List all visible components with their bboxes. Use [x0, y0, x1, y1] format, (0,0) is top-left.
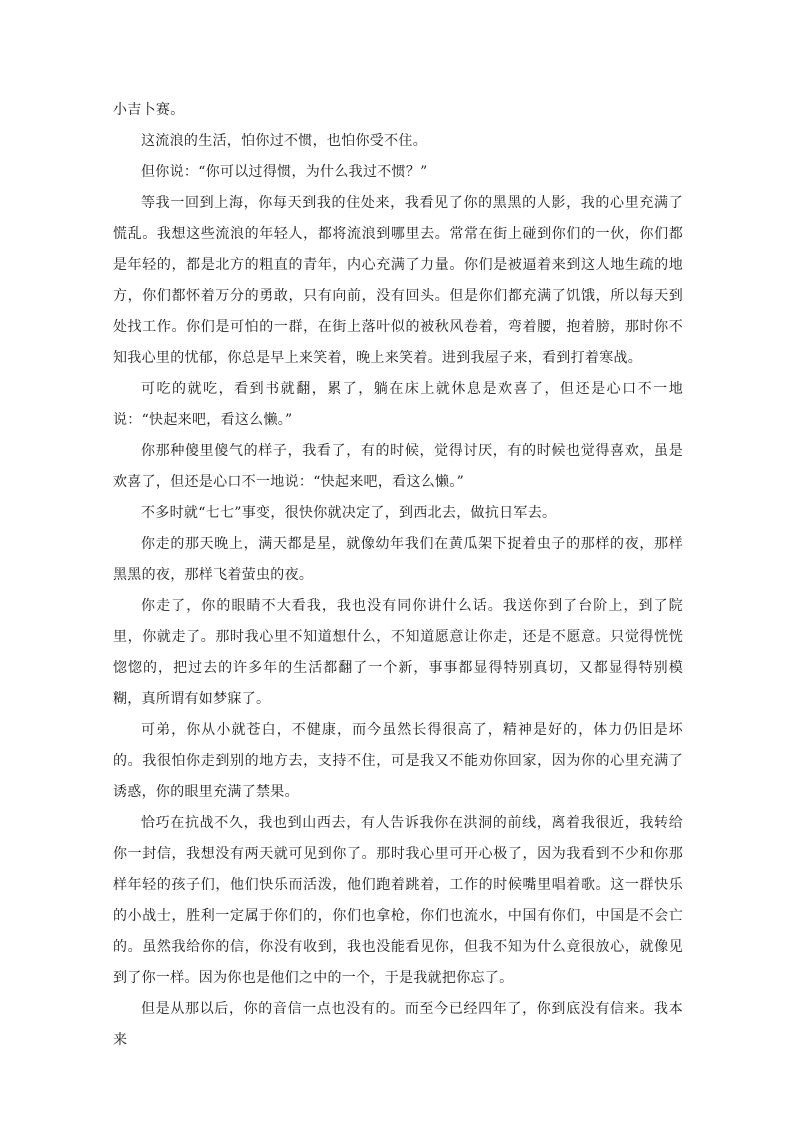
- paragraph-9: 你走了，你的眼睛不大看我，我也没有同你讲什么话。我送你到了台阶上，到了院里，你就走了。那时我心里不知道想什么，不知道愿意让你走，还是不愿意。只觉得恍恍惚惚的，把过去的许多年的生活都翻了一个新，事事都显得特别真切，又都显得特别模糊，真所谓有如梦寐了。: [113, 598, 683, 707]
- paragraph-6: 你那种傻里傻气的样子，我看了，有的时候，觉得讨厌，有的时候也觉得喜欢，虽是欢喜了，但还是心口不一地说：“快起来吧，看这么懒。”: [113, 443, 683, 490]
- paragraph-4: 等我一回到上海，你每天到我的住处来，我看见了你的黑黑的人影，我的心里充满了慌乱。我想这些流浪的年轻人，都将流浪到哪里去。常常在街上碰到你们的一伙，你们都是年轻的，都是北方的粗直的青年，内心充满了力量。你们是被逼着来到这人地生疏的地方，你们都怀着万分的勇敢，只有向前，没有回头。但是你们都充满了饥饿，所以每天到处找工作。你们是可怕的一群，在街上落叶似的被秋风卷着，弯着腰，抱着膀，那时你不知我心里的忧郁，你总是早上来笑着，晚上来笑着。进到我屋子来，看到打着寒战。: [113, 195, 683, 366]
- paragraph-11: 恰巧在抗战不久，我也到山西去，有人告诉我你在洪洞的前线，离着我很近，我转给你一封信，我想没有两天就可见到你了。那时我心里可开心极了，因为我看到不少和你那样年轻的孩子们，他们快乐而活泼，他们跑着跳着，工作的时候嘴里唱着歌。这一群快乐的小战士，胜利一定属于你们的，你们也拿枪，你们也流水，中国有你们，中国是不会亡的。虽然我给你的信，你没有收到，我也没能看见你，但我不知为什么竟很放心，就像见到了你一样。因为你也是他们之中的一个，于是我就把你忘了。: [113, 815, 683, 986]
- paragraph-10: 可弟，你从小就苍白，不健康，而今虽然长得很高了，精神是好的，体力仍旧是坏的。我很怕你走到别的地方去，支持不住，可是我又不能劝你回家，因为你的心里充满了诱惑，你的眼里充满了禁果。: [113, 722, 683, 800]
- document-body: [113, 95, 683, 1056]
- paragraph-1: 小吉卜赛。: [113, 102, 185, 118]
- paragraph-12: 但是从那以后，你的音信一点也没有的。而至今已经四年了，你到底没有信来。我本来: [113, 1001, 683, 1048]
- paragraph-5: 可吃的就吃，看到书就翻，累了，躺在床上就休息是欢喜了，但还是心口不一地说：“快起来吧，看这么懒。”: [113, 381, 683, 428]
- paragraph-2: 这流浪的生活，怕你过不惯，也怕你受不住。: [141, 133, 427, 149]
- paragraph-7: 不多时就“七七”事变，很快你就决定了，到西北去，做抗日军去。: [141, 505, 557, 521]
- paragraph-8: 你走的那天晚上，满天都是星，就像幼年我们在黄瓜架下捉着虫子的那样的夜，那样黑黑的夜，那样飞着萤虫的夜。: [113, 536, 683, 583]
- paragraph-3: 但你说：“你可以过得惯，为什么我过不惯？”: [141, 164, 428, 180]
